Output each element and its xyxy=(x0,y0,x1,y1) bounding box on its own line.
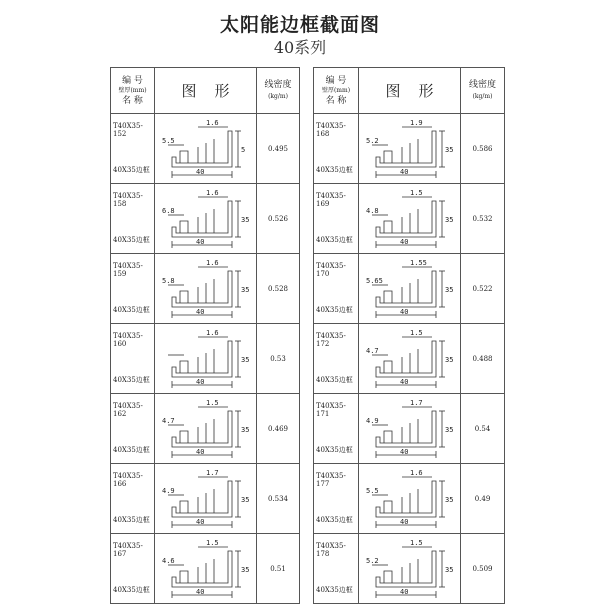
dim-height: 35 xyxy=(240,215,249,224)
page-subtitle: 40系列 xyxy=(273,38,327,57)
dim-height: 5 xyxy=(240,145,245,154)
profile-row xyxy=(111,534,300,604)
dim-width: 40 xyxy=(399,517,408,526)
dim-groove-width: 4.7 xyxy=(161,416,175,425)
dim-width: 40 xyxy=(195,167,204,176)
dim-groove-width: 5.2 xyxy=(365,556,379,565)
profile-density: 0.54 xyxy=(461,394,505,464)
profile-name: 40X35边框 xyxy=(316,586,353,594)
dim-groove-width: 5.8 xyxy=(161,276,175,285)
dim-wall-thickness: 1.7 xyxy=(409,398,423,407)
dim-height: 35 xyxy=(240,565,249,574)
profile-name: 40X35边框 xyxy=(113,236,150,244)
profile-code: T40X35-152 xyxy=(113,122,143,138)
profile-drawing xyxy=(158,187,254,251)
profile-code-cell xyxy=(111,324,155,394)
profile-code-cell xyxy=(111,254,155,324)
profile-name: 40X35边框 xyxy=(316,376,353,384)
dim-wall-thickness: 1.7 xyxy=(205,468,219,477)
dim-groove-width: 5.5 xyxy=(365,486,379,495)
dim-height: 35 xyxy=(240,425,249,434)
profile-density: 0.586 xyxy=(461,114,505,184)
profile-name: 40X35边框 xyxy=(316,446,353,454)
profile-density: 0.488 xyxy=(461,324,505,394)
dim-width: 40 xyxy=(195,307,204,316)
dim-groove-width: 4.8 xyxy=(365,206,379,215)
profile-row xyxy=(111,464,300,534)
profile-figure-cell xyxy=(155,464,257,534)
dim-wall-thickness: 1.5 xyxy=(205,538,219,547)
header-code xyxy=(314,68,359,114)
profile-density: 0.53 xyxy=(257,324,300,394)
profile-drawing xyxy=(362,327,458,391)
dim-wall-thickness: 1.6 xyxy=(205,118,219,127)
profile-density: 0.532 xyxy=(461,184,505,254)
profile-code-cell xyxy=(111,394,155,464)
header-thickness-label: 壁厚(mm) xyxy=(321,86,351,94)
profile-code: T40X35-178 xyxy=(316,542,346,558)
profile-name: 40X35边框 xyxy=(113,376,150,384)
profile-row xyxy=(314,464,505,534)
header-figure: 图形 xyxy=(359,68,461,114)
header-density xyxy=(461,68,505,114)
dim-wall-thickness: 1.5 xyxy=(409,538,423,547)
profile-drawing xyxy=(158,467,254,531)
profile-row xyxy=(314,254,505,324)
profile-figure-cell xyxy=(359,464,461,534)
profile-drawing xyxy=(362,397,458,461)
profile-figure-cell xyxy=(155,394,257,464)
profile-name: 40X35边框 xyxy=(316,516,353,524)
profile-name: 40X35边框 xyxy=(113,446,150,454)
header-thickness-label: 壁厚(mm) xyxy=(118,86,147,94)
profile-density: 0.526 xyxy=(257,184,300,254)
header-name-label: 名 称 xyxy=(122,95,143,106)
dim-height: 35 xyxy=(444,425,453,434)
profile-code: T40X35-172 xyxy=(316,332,346,348)
profile-code-cell xyxy=(111,114,155,184)
profile-drawing xyxy=(362,187,458,251)
dim-wall-thickness: 1.6 xyxy=(205,258,219,267)
dim-width: 40 xyxy=(399,377,408,386)
profile-code-cell xyxy=(314,254,359,324)
dim-groove-width: 4.6 xyxy=(161,556,175,565)
profile-drawing xyxy=(362,537,458,601)
dim-wall-thickness: 1.6 xyxy=(409,468,423,477)
dim-groove-width: 5.5 xyxy=(161,136,175,145)
profile-figure-cell xyxy=(155,114,257,184)
profile-row xyxy=(111,114,300,184)
profile-figure-cell xyxy=(359,394,461,464)
profile-code: T40X35-169 xyxy=(316,192,346,208)
dim-height: 35 xyxy=(444,495,453,504)
profile-row xyxy=(111,324,300,394)
header-code-label: 编 号 xyxy=(122,75,143,86)
profile-drawing xyxy=(158,397,254,461)
profile-figure-cell xyxy=(155,254,257,324)
profile-drawing xyxy=(158,257,254,321)
header-name-label: 名 称 xyxy=(325,95,347,106)
dim-width: 40 xyxy=(399,587,408,596)
dim-wall-thickness: 1.9 xyxy=(409,118,423,127)
profile-code: T40X35-158 xyxy=(113,192,143,208)
profile-drawing xyxy=(158,537,254,601)
profile-row xyxy=(111,394,300,464)
profile-code-cell xyxy=(314,184,359,254)
dim-wall-thickness: 1.5 xyxy=(409,328,423,337)
dim-width: 40 xyxy=(195,377,204,386)
dim-height: 35 xyxy=(240,355,249,364)
dim-width: 40 xyxy=(399,237,408,246)
profile-code-cell xyxy=(314,114,359,184)
profile-row xyxy=(314,184,505,254)
profile-density: 0.495 xyxy=(257,114,300,184)
profile-density: 0.522 xyxy=(461,254,505,324)
dim-groove-width: 6.8 xyxy=(161,206,175,215)
profile-table-right xyxy=(313,67,505,604)
profile-code: T40X35-159 xyxy=(113,262,143,278)
profile-row xyxy=(314,534,505,604)
header-density-label: 线密度 xyxy=(264,79,292,90)
header-figure: 图形 xyxy=(155,68,257,114)
dim-wall-thickness: 1.55 xyxy=(409,258,427,267)
profile-figure-cell xyxy=(359,534,461,604)
dim-width: 40 xyxy=(195,447,204,456)
profile-row xyxy=(111,254,300,324)
profile-code: T40X35-168 xyxy=(316,122,346,138)
dim-width: 40 xyxy=(399,167,408,176)
profile-name: 40X35边框 xyxy=(113,586,150,594)
profile-density: 0.51 xyxy=(257,534,300,604)
dim-height: 35 xyxy=(240,285,249,294)
profile-row xyxy=(314,394,505,464)
profile-code-cell xyxy=(111,184,155,254)
dim-wall-thickness: 1.6 xyxy=(205,188,219,197)
profile-drawing xyxy=(158,117,254,181)
profile-code-cell xyxy=(314,324,359,394)
profile-density: 0.509 xyxy=(461,534,505,604)
header-density-label: 线密度 xyxy=(468,79,496,90)
header-code xyxy=(111,68,155,114)
profile-code: T40X35-171 xyxy=(316,402,346,418)
dim-groove-width: 4.9 xyxy=(365,416,379,425)
dim-height: 35 xyxy=(240,495,249,504)
profile-drawing xyxy=(362,257,458,321)
profile-figure-cell xyxy=(155,534,257,604)
profile-name: 40X35边框 xyxy=(316,166,353,174)
profile-figure-cell xyxy=(359,184,461,254)
dim-height: 35 xyxy=(444,215,453,224)
profile-code: T40X35-162 xyxy=(113,402,143,418)
profile-density: 0.469 xyxy=(257,394,300,464)
profile-code-cell xyxy=(314,464,359,534)
profile-code: T40X35-177 xyxy=(316,472,346,488)
profile-row xyxy=(314,114,505,184)
dim-groove-width: 5.2 xyxy=(365,136,379,145)
profile-density: 0.528 xyxy=(257,254,300,324)
profile-density: 0.534 xyxy=(257,464,300,534)
profile-name: 40X35边框 xyxy=(113,516,150,524)
dim-width: 40 xyxy=(399,447,408,456)
profile-drawing xyxy=(158,327,254,391)
dim-groove-width: 4.7 xyxy=(365,346,379,355)
dim-height: 35 xyxy=(444,145,453,154)
dim-groove-width: 4.9 xyxy=(161,486,175,495)
dim-height: 35 xyxy=(444,355,453,364)
profile-name: 40X35边框 xyxy=(316,236,353,244)
header-density xyxy=(257,68,300,114)
profile-figure-cell xyxy=(359,254,461,324)
profile-name: 40X35边框 xyxy=(113,306,150,314)
profile-code: T40X35-170 xyxy=(316,262,346,278)
profile-figure-cell xyxy=(359,114,461,184)
profile-figure-cell xyxy=(155,324,257,394)
profile-drawing xyxy=(362,117,458,181)
profile-density: 0.49 xyxy=(461,464,505,534)
profile-code-cell xyxy=(111,534,155,604)
profile-code: T40X35-167 xyxy=(113,542,143,558)
profile-code: T40X35-160 xyxy=(113,332,143,348)
dim-width: 40 xyxy=(195,237,204,246)
profile-row xyxy=(314,324,505,394)
header-density-unit: (kg/m) xyxy=(268,92,288,100)
profile-figure-cell xyxy=(155,184,257,254)
dim-width: 40 xyxy=(195,587,204,596)
profile-code: T40X35-166 xyxy=(113,472,143,488)
page-title: 太阳能边框截面图 xyxy=(219,14,380,36)
profile-code-cell xyxy=(111,464,155,534)
profile-code-cell xyxy=(314,534,359,604)
profile-row xyxy=(111,184,300,254)
profile-code-cell xyxy=(314,394,359,464)
dim-width: 40 xyxy=(399,307,408,316)
header-density-unit: (kg/m) xyxy=(472,92,493,100)
dim-height: 35 xyxy=(444,565,453,574)
profile-table-left xyxy=(110,67,300,604)
dim-wall-thickness: 1.5 xyxy=(409,188,423,197)
dim-groove-width: 5.65 xyxy=(365,276,383,285)
dim-wall-thickness: 1.5 xyxy=(205,398,219,407)
profile-name: 40X35边框 xyxy=(316,306,353,314)
header-code-label: 编 号 xyxy=(325,75,347,86)
dim-height: 35 xyxy=(444,285,453,294)
dim-wall-thickness: 1.6 xyxy=(205,328,219,337)
profile-figure-cell xyxy=(359,324,461,394)
profile-name: 40X35边框 xyxy=(113,166,150,174)
profile-drawing xyxy=(362,467,458,531)
dim-width: 40 xyxy=(195,517,204,526)
